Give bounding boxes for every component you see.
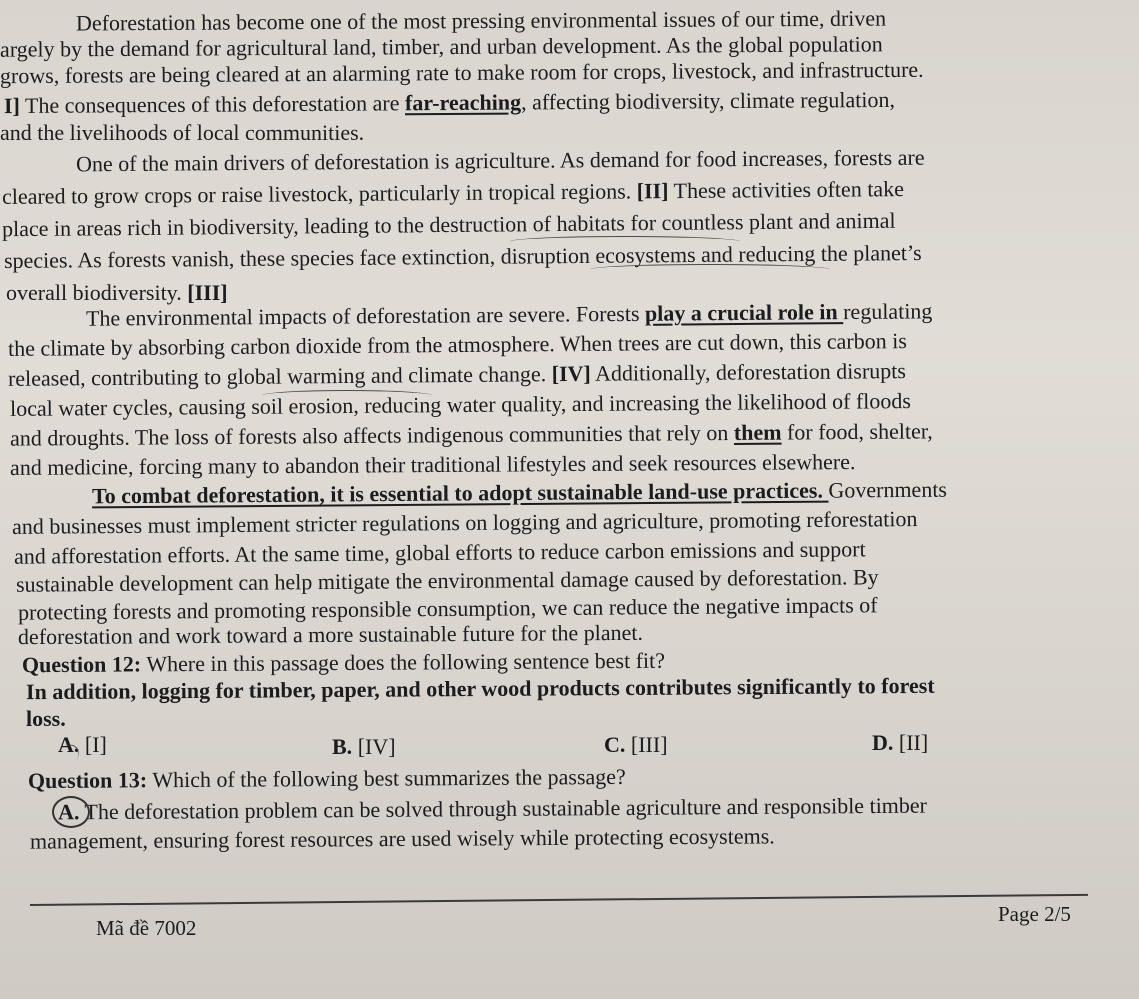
page-number: Page 2/5 bbox=[998, 902, 1071, 926]
question-12 bbox=[22, 648, 665, 678]
passage-p3-line4: local water cycles, causing soil erosion, reducing water quality, and increasing the likelihood of floods bbox=[9, 388, 912, 421]
passage-p2-line5: overall biodiversity. [III] bbox=[6, 280, 228, 305]
circle-mark-q13-a bbox=[52, 796, 90, 828]
passage-p3-line6: and medicine, forcing many to abandon their traditional lifestyles and seek resources elsewhere. bbox=[9, 449, 856, 480]
passage-p1-line1: Deforestation has become one of the most pressing environmental issues of our time, driven bbox=[75, 5, 887, 36]
passage-p3-line1: The environmental impacts of deforestation are severe. Forests play a crucial role in regulating bbox=[85, 298, 933, 331]
pen-stroke-ecosystems bbox=[590, 264, 830, 275]
marker-ii: [II] bbox=[636, 178, 669, 204]
passage-p4-line2: and businesses must implement stricter regulations on logging and agriculture, promoting reforestation bbox=[11, 506, 918, 539]
q12-option-a-letter: A. bbox=[58, 732, 80, 757]
passage-p2-line2: cleared to grow crops or raise livestock, particularly in tropical regions. [II] These activities often take bbox=[1, 176, 905, 209]
passage-p4-line1: To combat deforestation, it is essential to adopt sustainable land-use practices. Governments bbox=[91, 476, 948, 509]
exam-code: Mã đề 7002 bbox=[96, 916, 197, 940]
passage-p2-line1: One of the main drivers of deforestation is agriculture. As demand for food increases, forests are bbox=[75, 144, 925, 177]
passage-p1-line5: and the livelihoods of local communities. bbox=[0, 120, 365, 145]
passage-p1-line3: grows, forests are being cleared at an alarming rate to make room for crops, livestock, and infrastructure. bbox=[0, 56, 924, 89]
underlined-sentence-sustainable-practices: To combat deforestation, it is essential to adopt sustainable land-use practices. bbox=[91, 477, 829, 509]
underlined-them: them bbox=[733, 419, 782, 445]
q12-option-a[interactable]: A. [I] bbox=[58, 732, 107, 757]
question-12-label: Question 12: bbox=[21, 651, 142, 678]
q13-option-a-letter: A. bbox=[57, 799, 80, 825]
passage-p3-line2: the climate by absorbing carbon dioxide from the atmosphere. When trees are cut down, this carbon is bbox=[7, 328, 907, 361]
passage-p4-line4: sustainable development can help mitigate the environmental damage caused by deforestation. By bbox=[15, 564, 879, 597]
passage-p1-line4: I] The consequences of this deforestation are far-reaching, affecting biodiversity, climate regulation, bbox=[3, 86, 896, 119]
marker-iii: [III] bbox=[187, 280, 228, 305]
q12-option-d-letter: D. bbox=[872, 730, 894, 755]
question-13 bbox=[28, 764, 626, 794]
footer-divider bbox=[30, 894, 1088, 906]
passage-p1-line2: argely by the demand for agricultural land, timber, and urban development. As the global population bbox=[0, 31, 883, 62]
q13-option-a-line1[interactable]: A. The deforestation problem can be solved through sustainable agriculture and responsible timber bbox=[57, 792, 928, 825]
marker-i: I] bbox=[3, 92, 20, 119]
passage-p3-line3: released, contributing to global warming and climate change. [IV] Additionally, deforestation disrupts bbox=[7, 358, 907, 391]
underlined-play-a-crucial-role-in: play a crucial role in bbox=[644, 299, 844, 326]
underlined-far-reaching: far-reaching bbox=[404, 89, 522, 116]
q12-option-d[interactable]: D. [II] bbox=[872, 730, 929, 755]
marker-iv: [IV] bbox=[551, 360, 591, 387]
passage-p2-line3: place in areas rich in biodiversity, leading to the destruction of habitats for countless plant and animal bbox=[1, 207, 896, 242]
question-12-sentence-line1: In addition, logging for timber, paper, and other wood products contributes significantly to forest bbox=[25, 672, 935, 705]
passage-p4-line6: deforestation and work toward a more sustainable future for the planet. bbox=[17, 619, 644, 650]
q12-option-c[interactable]: C. [III] bbox=[604, 732, 668, 757]
q12-option-b[interactable]: B. [IV] bbox=[332, 734, 396, 759]
passage-p4-line5: protecting forests and promoting responsible consumption, we can reduce the negative impacts of bbox=[17, 592, 878, 625]
passage-p2-line4: species. As forests vanish, these species face extinction, disruption ecosystems and reducing the planet’s bbox=[3, 239, 922, 274]
pen-stroke-warming bbox=[262, 390, 432, 401]
q13-option-a-line2[interactable]: management, ensuring forest resources are used wisely while protecting ecosystems. bbox=[29, 823, 775, 854]
question-12-text: Where in this passage does the following sentence best fit? bbox=[141, 647, 666, 677]
q12-option-c-letter: C. bbox=[604, 732, 626, 757]
q12-option-b-letter: B. bbox=[332, 734, 353, 759]
question-13-text: Which of the following best summarizes the passage? bbox=[147, 763, 626, 793]
passage-p3-line5: and droughts. The loss of forests also affects indigenous communities that rely on them for food, shelter, bbox=[9, 418, 933, 451]
passage-p4-line3: and afforestation efforts. At the same time, global efforts to reduce carbon emissions and support bbox=[13, 536, 866, 569]
question-13-label: Question 13: bbox=[27, 767, 148, 794]
pen-stroke-destruction bbox=[510, 236, 740, 247]
question-12-sentence-line2: loss. bbox=[26, 706, 66, 731]
